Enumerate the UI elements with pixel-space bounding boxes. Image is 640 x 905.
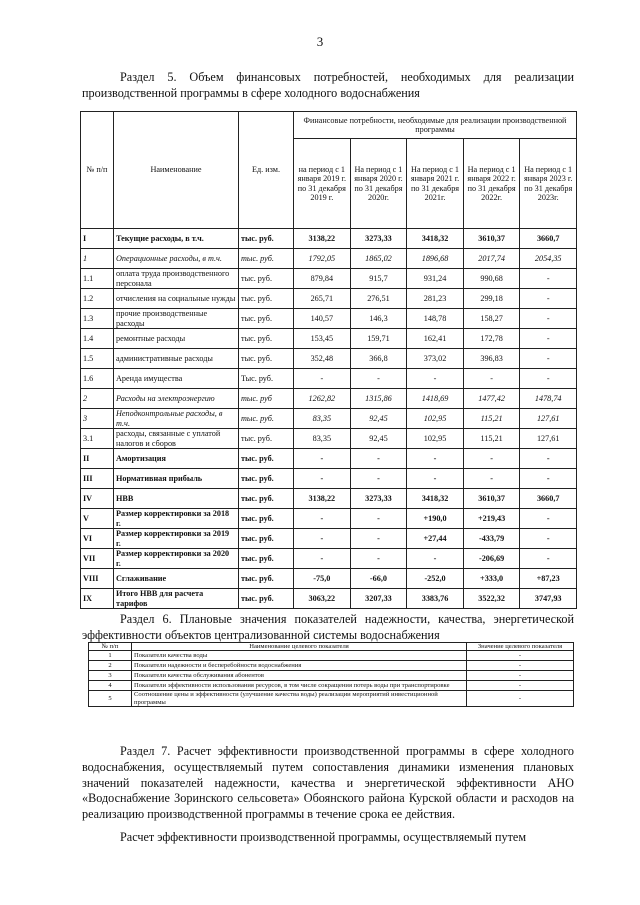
section5-title: Раздел 5. Объем финансовых потребностей, необходимых для реализации производственной программы в сфере холодного водоснабжения <box>82 70 574 100</box>
value-cell: 3610,37 <box>463 489 520 509</box>
row-number-cell: V <box>81 509 114 529</box>
row-unit-cell: тыс. руб. <box>239 409 294 429</box>
value-cell: 83,35 <box>294 409 351 429</box>
row-number-cell: 5 <box>89 691 132 707</box>
value-cell: 3273,33 <box>350 489 407 509</box>
value-cell: 931,24 <box>407 269 464 289</box>
row-unit-cell: тыс. руб. <box>239 589 294 609</box>
value-cell: - <box>520 349 577 369</box>
row-number-cell: 3.1 <box>81 429 114 449</box>
table-row <box>89 651 574 661</box>
page-number: 3 <box>316 34 324 49</box>
value-cell: 172,78 <box>463 329 520 349</box>
value-cell: 92,45 <box>350 409 407 429</box>
value-cell: - <box>294 509 351 529</box>
row-name-cell: отчисления на социальные нужды <box>114 289 239 309</box>
value-cell: 3138,22 <box>294 489 351 509</box>
table-row <box>81 329 577 349</box>
row-unit-cell: Тыс. руб. <box>239 369 294 389</box>
indicator-value-cell: - <box>467 681 574 691</box>
table-row <box>81 569 577 589</box>
table-row <box>81 549 577 569</box>
value-cell: 162,41 <box>407 329 464 349</box>
value-cell: - <box>463 369 520 389</box>
value-cell: 3383,76 <box>407 589 464 609</box>
row-number-cell: 3 <box>81 409 114 429</box>
value-cell: 352,48 <box>294 349 351 369</box>
row-name-cell: Амортизация <box>114 449 239 469</box>
value-cell: 281,23 <box>407 289 464 309</box>
value-cell: - <box>520 309 577 329</box>
row-number-cell: 2 <box>89 661 132 671</box>
row-name-cell: Расходы на электроэнергию <box>114 389 239 409</box>
value-cell: - <box>350 369 407 389</box>
table-row <box>81 449 577 469</box>
value-cell: +87,23 <box>520 569 577 589</box>
value-cell: 146,3 <box>350 309 407 329</box>
table-row <box>81 429 577 449</box>
row-number-cell: VIII <box>81 569 114 589</box>
value-cell: 3522,32 <box>463 589 520 609</box>
row-name-cell: Операционные расходы, в т.ч. <box>114 249 239 269</box>
value-cell: 158,27 <box>463 309 520 329</box>
row-number-cell: 1.6 <box>81 369 114 389</box>
financial-needs-table <box>80 111 577 609</box>
value-cell: 1418,69 <box>407 389 464 409</box>
value-cell: 396,83 <box>463 349 520 369</box>
period-header: На период с 1 января 2023 г. по 31 декабря 2023г. <box>520 139 577 229</box>
value-cell: 159,71 <box>350 329 407 349</box>
col-name-header: Наименование <box>114 112 239 229</box>
value-cell: 102,95 <box>407 429 464 449</box>
row-name-cell: Размер корректировки за 2020 г. <box>114 549 239 569</box>
row-unit-cell: тыс. руб. <box>239 549 294 569</box>
row-name-cell: Аренда имущества <box>114 369 239 389</box>
indicator-name-cell: Показатели надежности и бесперебойности водоснабжения <box>132 661 467 671</box>
table-row <box>81 249 577 269</box>
value-cell: - <box>520 549 577 569</box>
row-unit-cell: тыс. руб. <box>239 349 294 369</box>
value-cell: 366,8 <box>350 349 407 369</box>
period-header: на период с 1 января 2019 г. по 31 декабря 2019 г. <box>294 139 351 229</box>
value-cell: 373,02 <box>407 349 464 369</box>
value-cell: -75,0 <box>294 569 351 589</box>
row-number-cell: 1.3 <box>81 309 114 329</box>
row-unit-cell: тыс. руб. <box>239 489 294 509</box>
value-cell: 3138,22 <box>294 229 351 249</box>
table-row <box>81 509 577 529</box>
table-row <box>81 389 577 409</box>
value-cell: -252,0 <box>407 569 464 589</box>
section6-title: Раздел 6. Плановые значения показателей надежности, качества, энергетической эффективности объектов централизованной системы водоснабжения <box>82 612 574 642</box>
section7-text: Раздел 7. Расчет эффективности производственной программы в сфере холодного водоснабжения, осуществляемый путем сопоставления динамики изменения плановых значений показателей надежности, качества и энергетической эффективности АНО «Водоснабжение Зоринского сельсовета» Обоянского района Курской области и расходов на реализацию производственной программы в течение срока ее действия. <box>82 744 574 822</box>
value-cell: 3063,22 <box>294 589 351 609</box>
value-cell: +190,0 <box>407 509 464 529</box>
col-unit-header: Ед. изм. <box>239 112 294 229</box>
table-row <box>81 469 577 489</box>
value-cell: 1792,05 <box>294 249 351 269</box>
value-cell: - <box>294 529 351 549</box>
value-cell: 83,35 <box>294 429 351 449</box>
value-cell: - <box>520 289 577 309</box>
row-name-cell: Нормативная прибыль <box>114 469 239 489</box>
value-cell: +27,44 <box>407 529 464 549</box>
value-cell: - <box>350 549 407 569</box>
row-number-cell: III <box>81 469 114 489</box>
table-row <box>81 289 577 309</box>
col-group-header: Финансовые потребности, необходимые для реализации производственной программы <box>294 112 577 139</box>
indicator-name-cell: Показатели качества обслуживания абонентов <box>132 671 467 681</box>
target-indicators-table <box>88 642 574 707</box>
table-row <box>81 309 577 329</box>
value-cell: 140,57 <box>294 309 351 329</box>
table-row <box>81 409 577 429</box>
value-cell: - <box>520 509 577 529</box>
value-cell: 3660,7 <box>520 229 577 249</box>
table-row <box>81 269 577 289</box>
value-cell: 265,71 <box>294 289 351 309</box>
value-cell: - <box>407 449 464 469</box>
col-value-header: Значение целевого показателя <box>467 643 574 651</box>
table-row <box>89 671 574 681</box>
row-unit-cell: тыс. руб. <box>239 289 294 309</box>
value-cell: - <box>407 549 464 569</box>
row-name-cell: административные расходы <box>114 349 239 369</box>
period-header: На период с 1 января 2021 г. по 31 декабря 2021г. <box>407 139 464 229</box>
row-name-cell: Неподконтрольные расходы, в т.ч. <box>114 409 239 429</box>
row-number-cell: II <box>81 449 114 469</box>
value-cell: 153,45 <box>294 329 351 349</box>
row-unit-cell: тыс. руб. <box>239 329 294 349</box>
row-number-cell: 1.1 <box>81 269 114 289</box>
row-name-cell: Размер корректировки за 2019 г. <box>114 529 239 549</box>
row-name-cell: Размер корректировки за 2018 г. <box>114 509 239 529</box>
row-unit-cell: тыс. руб. <box>239 449 294 469</box>
indicator-name-cell: Соотношение цены и эффективности (улучшение качества воды) реализации мероприятий инвестиционной программы <box>132 691 467 707</box>
row-name-cell: ремонтные расходы <box>114 329 239 349</box>
value-cell: 3610,37 <box>463 229 520 249</box>
row-name-cell: Сглаживание <box>114 569 239 589</box>
col-num-header: № п/п <box>81 112 114 229</box>
row-unit-cell: тыс. руб. <box>239 469 294 489</box>
indicator-name-cell: Показатели качества воды <box>132 651 467 661</box>
value-cell: - <box>520 449 577 469</box>
indicator-value-cell: - <box>467 691 574 707</box>
row-number-cell: 3 <box>89 671 132 681</box>
row-number-cell: 1.4 <box>81 329 114 349</box>
value-cell: 276,51 <box>350 289 407 309</box>
value-cell: - <box>350 469 407 489</box>
value-cell: 102,95 <box>407 409 464 429</box>
row-name-cell: расходы, связанные с уплатой налогов и сборов <box>114 429 239 449</box>
row-unit-cell: тыс. руб. <box>239 529 294 549</box>
table-row <box>81 589 577 609</box>
value-cell: 127,61 <box>520 429 577 449</box>
row-unit-cell: тыс. руб. <box>239 249 294 269</box>
value-cell: - <box>463 449 520 469</box>
value-cell: -66,0 <box>350 569 407 589</box>
value-cell: 1896,68 <box>407 249 464 269</box>
value-cell: - <box>407 369 464 389</box>
row-name-cell: НВВ <box>114 489 239 509</box>
value-cell: 2054,35 <box>520 249 577 269</box>
table-row <box>81 529 577 549</box>
row-number-cell: 1 <box>81 249 114 269</box>
row-unit-cell: тыс. руб. <box>239 229 294 249</box>
value-cell: 115,21 <box>463 429 520 449</box>
value-cell: - <box>520 469 577 489</box>
value-cell: 2017,74 <box>463 249 520 269</box>
row-number-cell: VII <box>81 549 114 569</box>
value-cell: 3273,33 <box>350 229 407 249</box>
value-cell: 299,18 <box>463 289 520 309</box>
value-cell: 127,61 <box>520 409 577 429</box>
row-number-cell: 1 <box>89 651 132 661</box>
row-number-cell: I <box>81 229 114 249</box>
table-row <box>81 369 577 389</box>
value-cell: - <box>350 449 407 469</box>
value-cell: 3660,7 <box>520 489 577 509</box>
value-cell: - <box>520 329 577 349</box>
row-number-cell: 1.2 <box>81 289 114 309</box>
row-number-cell: 4 <box>89 681 132 691</box>
row-unit-cell: тыс. руб. <box>239 429 294 449</box>
value-cell: - <box>520 529 577 549</box>
value-cell: - <box>350 509 407 529</box>
row-number-cell: VI <box>81 529 114 549</box>
table-row <box>89 691 574 707</box>
row-name-cell: Текущие расходы, в т.ч. <box>114 229 239 249</box>
value-cell: 915,7 <box>350 269 407 289</box>
table-row <box>81 349 577 369</box>
value-cell: 879,84 <box>294 269 351 289</box>
value-cell: 148,78 <box>407 309 464 329</box>
col-num-header: № п/п <box>89 643 132 651</box>
period-header: На период с 1 января 2022 г. по 31 декабря 2022г. <box>463 139 520 229</box>
value-cell: 3418,32 <box>407 229 464 249</box>
value-cell: - <box>520 269 577 289</box>
value-cell: 3418,32 <box>407 489 464 509</box>
indicator-value-cell: - <box>467 661 574 671</box>
value-cell: - <box>407 469 464 489</box>
period-header: На период с 1 января 2020 г. по 31 декабря 2020г. <box>350 139 407 229</box>
value-cell: 3207,33 <box>350 589 407 609</box>
row-unit-cell: тыс. руб. <box>239 569 294 589</box>
value-cell: 1315,86 <box>350 389 407 409</box>
value-cell: +219,43 <box>463 509 520 529</box>
value-cell: 115,21 <box>463 409 520 429</box>
table-row <box>89 681 574 691</box>
row-name-cell: оплата труда производственного персонала <box>114 269 239 289</box>
col-indicator-header: Наименование целевого показателя <box>132 643 467 651</box>
value-cell: 1262,82 <box>294 389 351 409</box>
value-cell: 3747,93 <box>520 589 577 609</box>
value-cell: - <box>350 529 407 549</box>
table-row <box>81 489 577 509</box>
indicator-name-cell: Показатели эффективности использования ресурсов, в том числе сокращения потерь воды при транспортировке <box>132 681 467 691</box>
value-cell: 1478,74 <box>520 389 577 409</box>
value-cell: - <box>294 449 351 469</box>
value-cell: 990,68 <box>463 269 520 289</box>
value-cell: 92,45 <box>350 429 407 449</box>
row-unit-cell: тыс. руб. <box>239 309 294 329</box>
value-cell: 1477,42 <box>463 389 520 409</box>
row-name-cell: Итого НВВ для расчета тарифов <box>114 589 239 609</box>
row-unit-cell: тыс. руб <box>239 389 294 409</box>
value-cell: - <box>294 469 351 489</box>
value-cell: +333,0 <box>463 569 520 589</box>
value-cell: -433,79 <box>463 529 520 549</box>
table-row <box>81 229 577 249</box>
indicator-value-cell: - <box>467 671 574 681</box>
table-row <box>89 661 574 671</box>
row-name-cell: прочие производственные расходы <box>114 309 239 329</box>
row-number-cell: 2 <box>81 389 114 409</box>
value-cell: - <box>294 369 351 389</box>
row-unit-cell: тыс. руб. <box>239 269 294 289</box>
value-cell: - <box>294 549 351 569</box>
indicator-value-cell: - <box>467 651 574 661</box>
row-number-cell: IV <box>81 489 114 509</box>
row-number-cell: IX <box>81 589 114 609</box>
row-unit-cell: тыс. руб. <box>239 509 294 529</box>
row-number-cell: 1.5 <box>81 349 114 369</box>
value-cell: -206,69 <box>463 549 520 569</box>
value-cell: - <box>520 369 577 389</box>
value-cell: 1865,02 <box>350 249 407 269</box>
value-cell: - <box>463 469 520 489</box>
final-text: Расчет эффективности производственной программы, осуществляемый путем <box>120 830 527 844</box>
